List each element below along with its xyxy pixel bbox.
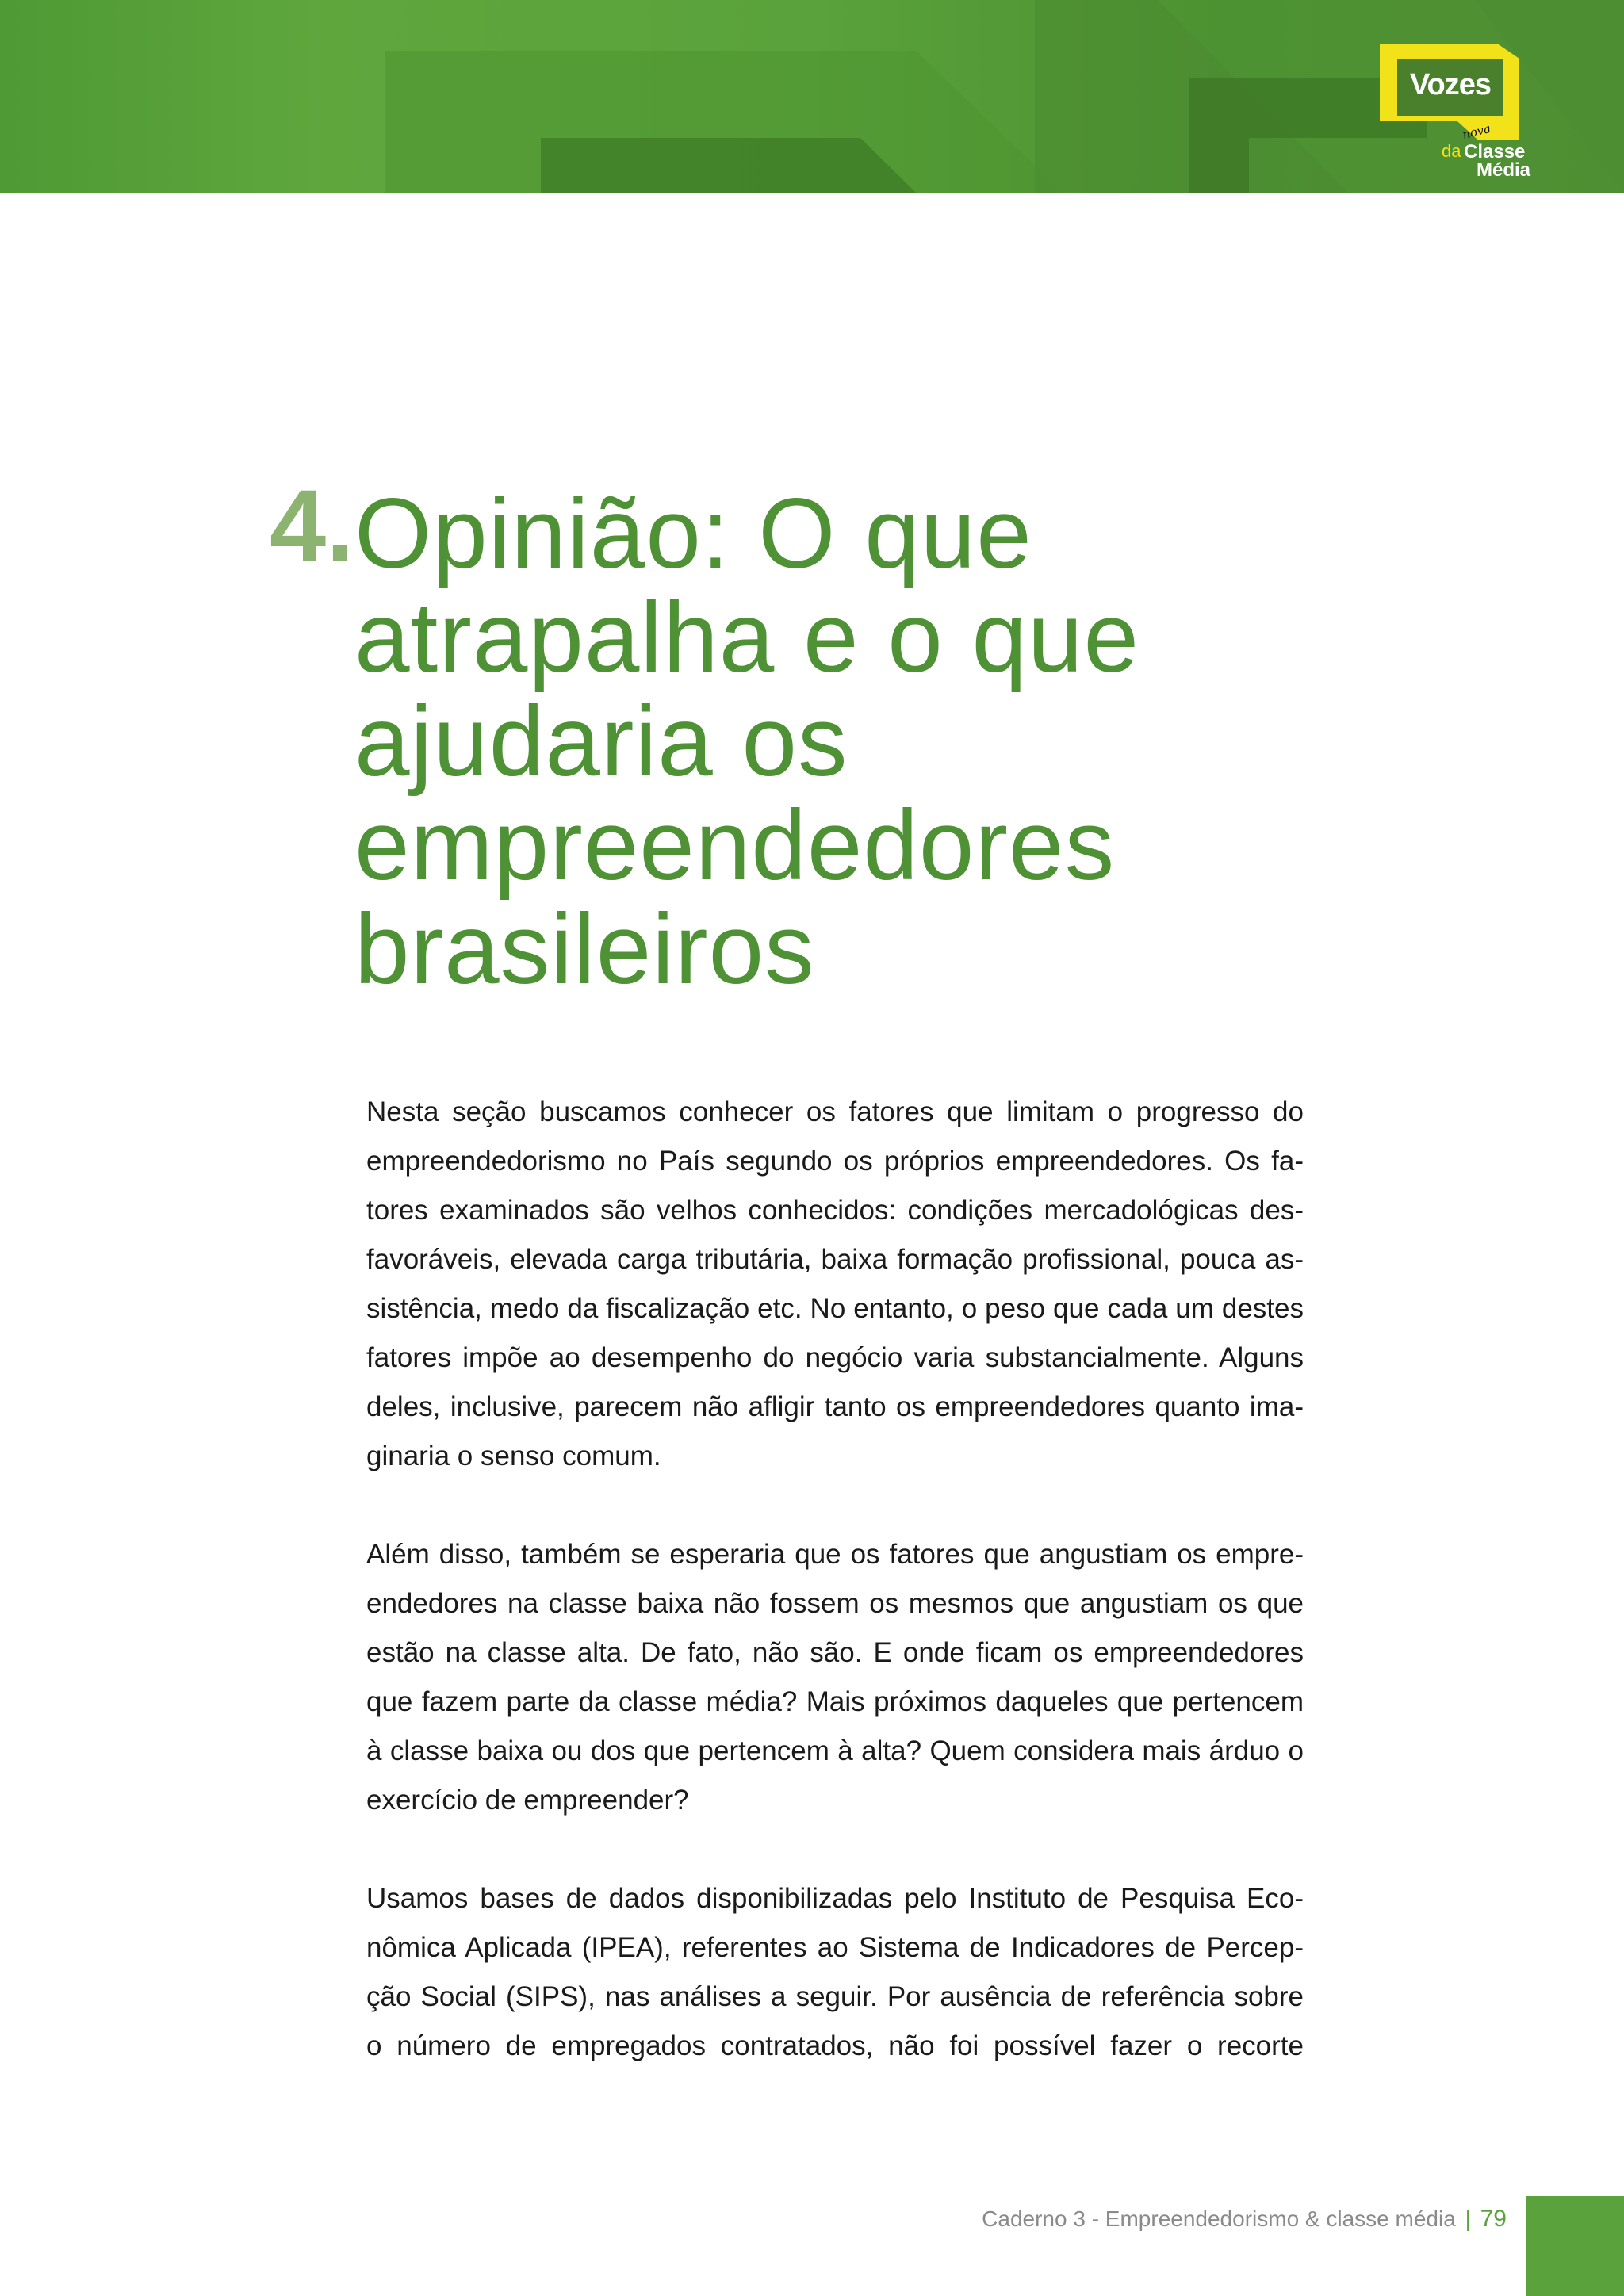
page-footer [982, 2206, 1507, 2233]
text-line: à classe baixa ou dos que pertencem à alta? Quem considera mais árduo o [366, 1735, 1304, 1766]
text-line: que fazem parte da classe média? Mais próximos daqueles que pertencem [366, 1686, 1304, 1717]
body-text [366, 1088, 1304, 2120]
text-line: o número de empregados contratados, não foi possível fazer o recorte [366, 2030, 1304, 2061]
logo-media: Média [1476, 159, 1530, 181]
vozes-logo [1380, 44, 1530, 184]
text-line: estão na classe alta. De fato, não são. E onde ficam os empreendedores [366, 1637, 1304, 1668]
page-number: 79 [1480, 2206, 1507, 2232]
chapter-title [354, 479, 1306, 1004]
text-line: Usamos bases de dados disponibilizadas pelo Instituto de Pesquisa Eco- [366, 1883, 1304, 1914]
logo-word: Vozes [1409, 68, 1491, 101]
chapter-title-line: ajudaria os [354, 687, 848, 797]
running-title: Caderno 3 - Empreendedorismo & classe média [982, 2206, 1456, 2231]
text-line: ção Social (SIPS), nas análises a seguir. Por ausência de referência sobre [366, 1981, 1304, 2012]
text-line: favoráveis, elevada carga tributária, baixa formação profissional, pouca as- [366, 1244, 1304, 1275]
logo-nova: nova [1461, 121, 1492, 143]
text-line: tores examinados são velhos conhecidos: condições mercadológicas des- [366, 1195, 1304, 1226]
logo-classe: Classe [1464, 141, 1526, 163]
text-line: ginaria o senso comum. [366, 1441, 661, 1471]
chapter-title-line: atrapalha e o que [354, 583, 1140, 693]
logo-da: da [1442, 141, 1461, 161]
text-line: empreendedorismo no País segundo os próprios empreendedores. Os fa- [366, 1146, 1304, 1177]
text-line: exercício de empreender? [366, 1785, 689, 1816]
footer-color-block [1526, 2196, 1624, 2296]
paragraph [366, 1874, 1304, 2071]
paragraph [366, 1088, 1304, 1481]
footer-separator: | [1465, 2206, 1471, 2231]
text-line: sistência, medo da fiscalização etc. No entanto, o peso que cada um destes [366, 1293, 1304, 1324]
chapter-number: 4. [270, 469, 354, 583]
text-line: Além disso, também se esperaria que os fatores que angustiam os empre- [366, 1539, 1304, 1570]
header-banner [0, 0, 1624, 193]
text-line: nômica Aplicada (IPEA), referentes ao Sistema de Indicadores de Percep- [366, 1932, 1304, 1963]
text-line: Nesta seção buscamos conhecer os fatores que limitam o progresso do [366, 1096, 1304, 1127]
chapter-title-line: Opinião: O que [354, 479, 1032, 589]
text-line: fatores impõe ao desempenho do negócio varia substancialmente. Alguns [366, 1342, 1304, 1373]
text-line: endedores na classe baixa não fossem os mesmos que angustiam os que [366, 1588, 1304, 1619]
paragraph [366, 1530, 1304, 1825]
chapter-title-line: empreendedores [354, 790, 1116, 901]
text-line: deles, inclusive, parecem não afligir tanto os empreendedores quanto ima- [366, 1391, 1304, 1422]
chapter-title-line: brasileiros [354, 894, 815, 1004]
